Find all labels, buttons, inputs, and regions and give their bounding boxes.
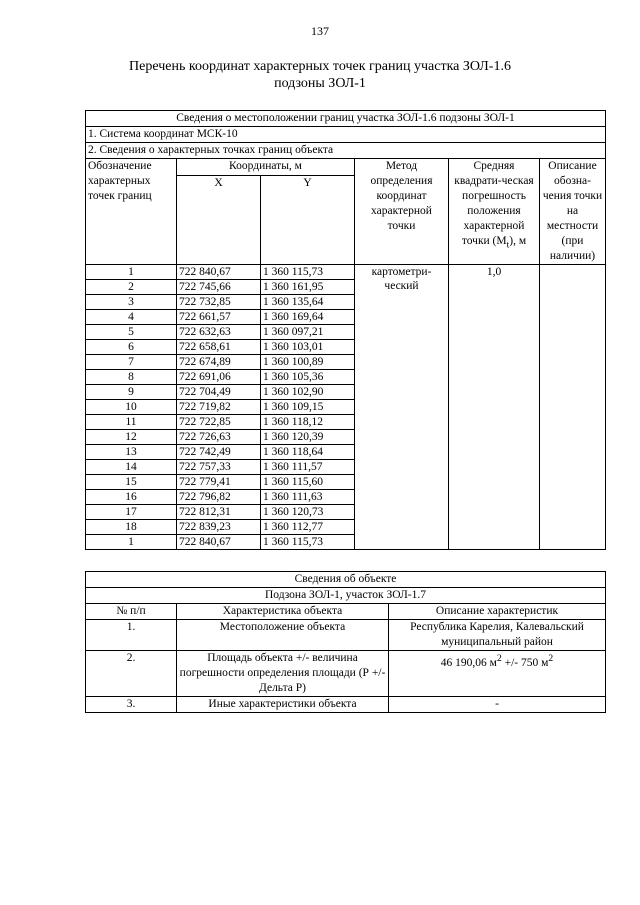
point-x: 722 658,61 bbox=[177, 340, 261, 355]
point-y: 1 360 115,73 bbox=[261, 535, 355, 550]
row-3-num: 3. bbox=[86, 697, 177, 713]
coordinates-table-header: Сведения о местоположении границ участка ЗОЛ-1.6 подзоны ЗОЛ-1 bbox=[86, 111, 606, 127]
row-1-desc: Республика Карелия, Калевальский муниципальный район bbox=[389, 620, 606, 651]
tolerance-unit-exponent: 2 bbox=[548, 653, 554, 664]
table-row bbox=[86, 265, 606, 280]
point-y: 1 360 103,01 bbox=[261, 340, 355, 355]
area-tolerance: +/- 750 м bbox=[501, 656, 549, 669]
point-number: 17 bbox=[86, 505, 177, 520]
point-x: 722 632,63 bbox=[177, 325, 261, 340]
point-number: 11 bbox=[86, 415, 177, 430]
point-y: 1 360 118,64 bbox=[261, 445, 355, 460]
point-number: 8 bbox=[86, 370, 177, 385]
title-line-1: Перечень координат характерных точек границ участка ЗОЛ-1.6 bbox=[129, 59, 511, 74]
point-number: 15 bbox=[86, 475, 177, 490]
point-number: 18 bbox=[86, 520, 177, 535]
point-number: 14 bbox=[86, 460, 177, 475]
point-number: 5 bbox=[86, 325, 177, 340]
point-x: 722 691,06 bbox=[177, 370, 261, 385]
point-y: 1 360 112,77 bbox=[261, 520, 355, 535]
point-y: 1 360 102,90 bbox=[261, 385, 355, 400]
point-y: 1 360 100,89 bbox=[261, 355, 355, 370]
point-x: 722 661,57 bbox=[177, 310, 261, 325]
point-x: 722 796,82 bbox=[177, 490, 261, 505]
point-y: 1 360 111,57 bbox=[261, 460, 355, 475]
row-2-desc bbox=[389, 651, 606, 697]
col-char-description: Описание характеристик bbox=[389, 604, 606, 620]
col-num: № п/п bbox=[86, 604, 177, 620]
col-rms bbox=[449, 159, 540, 265]
point-y: 1 360 120,39 bbox=[261, 430, 355, 445]
points-section-title: 2. Сведения о характерных точках границ объекта bbox=[86, 143, 606, 159]
col-rms-text: Средняя квадрати-ческая погрешность положения характерной точки (M bbox=[454, 160, 534, 247]
point-y: 1 360 120,73 bbox=[261, 505, 355, 520]
point-y: 1 360 109,15 bbox=[261, 400, 355, 415]
point-number: 2 bbox=[86, 280, 177, 295]
row-1-num: 1. bbox=[86, 620, 177, 651]
rms-value: 1,0 bbox=[449, 265, 540, 550]
point-y: 1 360 097,21 bbox=[261, 325, 355, 340]
col-x: X bbox=[177, 176, 261, 265]
point-y: 1 360 115,73 bbox=[261, 265, 355, 280]
point-x: 722 726,63 bbox=[177, 430, 261, 445]
page-number: 137 bbox=[311, 24, 329, 38]
col-y: Y bbox=[261, 176, 355, 265]
point-x: 722 722,85 bbox=[177, 415, 261, 430]
col-rms-subscript: t bbox=[506, 239, 510, 251]
row-2-num: 2. bbox=[86, 651, 177, 697]
point-y: 1 360 115,60 bbox=[261, 475, 355, 490]
row-1-char: Местоположение объекта bbox=[177, 620, 389, 651]
point-number: 4 bbox=[86, 310, 177, 325]
area-value: 46 190,06 м bbox=[440, 656, 497, 669]
col-designation: Обозначение характерных точек границ bbox=[86, 159, 177, 265]
point-number: 13 bbox=[86, 445, 177, 460]
point-x: 722 674,89 bbox=[177, 355, 261, 370]
point-y: 1 360 111,63 bbox=[261, 490, 355, 505]
area-unit-exponent: 2 bbox=[496, 653, 502, 664]
object-table-subheader: Подзона ЗОЛ-1, участок ЗОЛ-1.7 bbox=[86, 588, 606, 604]
row-2-char: Площадь объекта +/- величина погрешности определения площади (Р +/- Дельта Р) bbox=[177, 651, 389, 697]
point-number: 16 bbox=[86, 490, 177, 505]
point-number: 1 bbox=[86, 265, 177, 280]
coordinates-table bbox=[85, 110, 606, 550]
point-x: 722 812,31 bbox=[177, 505, 261, 520]
point-number: 3 bbox=[86, 295, 177, 310]
point-y: 1 360 169,64 bbox=[261, 310, 355, 325]
point-y: 1 360 135,64 bbox=[261, 295, 355, 310]
point-y: 1 360 118,12 bbox=[261, 415, 355, 430]
point-x: 722 779,41 bbox=[177, 475, 261, 490]
point-x: 722 719,82 bbox=[177, 400, 261, 415]
point-y: 1 360 105,36 bbox=[261, 370, 355, 385]
row-3-desc: - bbox=[389, 697, 606, 713]
object-table-header: Сведения об объекте bbox=[86, 572, 606, 588]
col-coordinates: Координаты, м bbox=[177, 159, 355, 176]
point-x: 722 704,49 bbox=[177, 385, 261, 400]
point-number: 9 bbox=[86, 385, 177, 400]
description-value bbox=[540, 265, 606, 550]
point-number: 1 bbox=[86, 535, 177, 550]
point-x: 722 840,67 bbox=[177, 265, 261, 280]
col-characteristic: Характеристика объекта bbox=[177, 604, 389, 620]
method-value: картометри-ческий bbox=[355, 265, 449, 550]
point-x: 722 839,23 bbox=[177, 520, 261, 535]
point-x: 722 757,33 bbox=[177, 460, 261, 475]
page-title bbox=[0, 58, 640, 92]
point-x: 722 745,66 bbox=[177, 280, 261, 295]
point-y: 1 360 161,95 bbox=[261, 280, 355, 295]
point-number: 10 bbox=[86, 400, 177, 415]
title-line-2: подзоны ЗОЛ-1 bbox=[274, 76, 366, 91]
point-x: 722 840,67 bbox=[177, 535, 261, 550]
col-rms-suffix: ), м bbox=[509, 235, 527, 247]
row-3-char: Иные характеристики объекта bbox=[177, 697, 389, 713]
point-number: 7 bbox=[86, 355, 177, 370]
coordinate-system: 1. Система координат МСК-10 bbox=[86, 127, 606, 143]
point-number: 6 bbox=[86, 340, 177, 355]
point-x: 722 742,49 bbox=[177, 445, 261, 460]
point-number: 12 bbox=[86, 430, 177, 445]
col-method: Метод определения координат характерной точки bbox=[355, 159, 449, 265]
col-description: Описание обозна-чения точки на местности (при наличии) bbox=[540, 159, 606, 265]
point-x: 722 732,85 bbox=[177, 295, 261, 310]
object-table bbox=[85, 571, 606, 713]
